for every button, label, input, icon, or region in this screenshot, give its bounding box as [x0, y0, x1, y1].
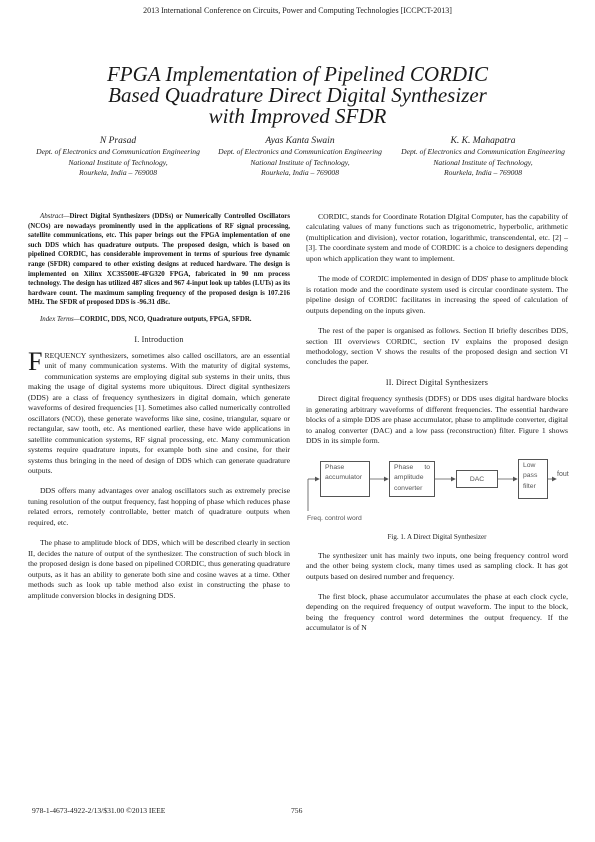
title-line-1: FPGA Implementation of Pipelined CORDIC: [106, 62, 489, 86]
cordic-paragraph-1: CORDIC, stands for Coordinate Rotation DIgital Computer, has the capability of calculating values of many functions such as trigonometric, hyperbolic, arithmetic (multiplication and division), vector rotation, logarithmic, transcendental, etc. [2] – [3]. The coordinate system and mode of CORDIC is a choice to designers depending upon which application they want to implement.: [306, 212, 568, 263]
footer-copyright: 978-1-4673-4922-2/13/$31.00 ©2013 IEEE: [32, 806, 166, 815]
author-location: Rourkela, India – 769008: [260, 168, 340, 177]
author-dept: Dept. of Electronics and Communication Engineering: [218, 147, 382, 156]
intro-paragraph-1: [28, 346, 290, 476]
dds-paragraph-1: Direct digital frequency synthesis (DDFS) or DDS uses digital hardware blocks in generating arbitrary waveforms of different frequencies. The essential hardware blocks of a simple DDS are phase accumulator, phase to amplitude converter, digital to analog converter (DAC) and a low pass (reconstruction) filter. Figure 1 shows DDS in its simple form.: [306, 394, 568, 446]
page-number: 756: [291, 806, 303, 815]
figure-caption: Fig. 1. A Direct Digital Synthesizer: [387, 532, 487, 541]
author-dept: Dept. of Electronics and Communication Engineering: [401, 147, 565, 156]
freq-control-word-label: Freq. control word: [307, 514, 362, 522]
author-location: Rourkela, India – 769008: [78, 168, 158, 177]
author-institute: National Institute of Technology,: [433, 157, 533, 167]
intro-paragraph-3: The phase to amplitude block of DDS, which will be described clearly in section II, decides the nature of output of the synthesizer. The construction of such block in the proposed design is done based on pipelined CORDIC, thus generating quadrature outputs, as it has an ability to generate both sine and cosine waves at a time. Other methods such as look up table method also exist in constructing the phase to amplitude conversion blocks in designing DDS.: [28, 538, 290, 600]
intro-paragraph-1-text: REQUENCY synthesizers, sometimes also called oscillators, are an essential unit of many communication systems. With the maturity of digital systems, communication systems are employing digital sub systems in their units, thus making the usage of digital systems more ubiquitous. Direct digital synthesizers (DDS) are a class of frequency synthesizers in digital domain, which generate waveforms of desired frequencies [1]. Sometimes also called numerically controlled oscillators (NCO), these generate waveforms like sine, cosine, triangular, square or rectangular, saw tooth, etc. As mentioned earlier, these have wide applications in satellite communication systems, RF signal processing, etc. Many communication systems require quadrature inputs, for example both sine and cosine, for their systems thus bringing in the need of design of DDS which can generate quadrature outputs.: [28, 350, 290, 475]
author-name: Ayas Kanta Swain: [265, 136, 335, 146]
phase-to-amplitude-block: Phase to amplitude converter: [389, 461, 435, 497]
author-institute: National Institute of Technology,: [68, 157, 168, 167]
dac-block: DAC: [456, 470, 498, 488]
abstract-text: Direct Digital Synthesizers (DDSs) or Numerically Controlled Oscillators (NCOs) are nowadays prominently used in the applications of RF signal processing, satellite communications, etc. This paper brings out the FPGA implementation of one such DDS which has quadrature outputs. The proposed design, which is based on pipelined CORDIC, has considerable improvement in terms of spurious free dynamic range (SFDR) compared to other existing designs at reduced hardware. The design is implemented on Xilinx XC3S500E-4FG320 FPGA, fabricated in 90 nm process technology. The design has utilized 487 slices and 967 4-input look up tables (LUTs) as its hardware count. The maximum sampling frequency of the proposed design is 107.216 MHz. The SFDR of proposed DDS is -96.31 dBc.: [28, 213, 290, 307]
phase-accumulator-block: Phase accumulator: [320, 461, 370, 497]
author-location: Rourkela, India – 769008: [443, 168, 523, 177]
section-heading-dds: II. Direct Digital Synthesizers: [385, 377, 489, 387]
index-terms: [28, 315, 290, 325]
output-frequency-label: fout: [557, 470, 569, 478]
dds-paragraph-3: The first block, phase accumulator accumulates the phase at each clock cycle, depending on the required frequency of output waveform. The input to the block, being the frequency control word determines the output frequency. If the accumulator is of N: [306, 591, 568, 633]
left-column: [28, 212, 290, 601]
abstract: [28, 212, 290, 308]
paper-title: [40, 64, 555, 127]
intro-paragraph-2: DDS offers many advantages over analog oscillators such as extremely precise tuning resolution of the output frequency, fast hopping of phase which reduces phase related errors, remotely controllable, better match of quadrature outputs when required, etc.: [28, 486, 290, 527]
author-block-3: [392, 136, 574, 179]
title-line-3: with Improved SFDR: [208, 104, 387, 128]
author-block-2: [210, 136, 390, 179]
section-heading-introduction: I. Introduction: [134, 334, 184, 344]
cordic-paragraph-2: The mode of CORDIC implemented in design of DDS' phase to amplitude block is rotation mode and the coordinate system used is circular coordinate system. The pipeline design of CORDIC facilitates in increasing the speed of calculation of outputs depending on the inputs given.: [306, 274, 568, 315]
conference-header: 2013 International Conference on Circuits, Power and Computing Technologies [ICCPCT-2013]: [143, 6, 452, 15]
right-column: [306, 212, 568, 634]
author-name: K. K. Mahapatra: [450, 136, 516, 146]
author-dept: Dept. of Electronics and Communication Engineering: [36, 147, 200, 156]
abstract-label: Abstract—: [40, 213, 70, 220]
index-terms-text: CORDIC, DDS, NCO, Quadrature outputs, FPGA, SFDR.: [79, 315, 252, 323]
dds-paragraph-2: The synthesizer unit has mainly two inputs, one being frequency control word and the other being system clock, many times used as sampling clock. It has got outputs based on desired number and frequency.: [306, 550, 568, 581]
author-block-1: [28, 136, 208, 179]
organisation-paragraph: The rest of the paper is organised as follows. Section II briefly describes DDS, section III overviews CORDIC, section IV explains the proposed design methodology, section V shows the results of the proposed design and section VI concludes the paper.: [306, 326, 568, 367]
figure-dds-block-diagram: [306, 457, 568, 541]
author-institute: National Institute of Technology,: [250, 157, 350, 167]
title-line-2: Based Quadrature Direct Digital Synthesizer: [108, 83, 487, 107]
drop-cap: F: [28, 346, 43, 376]
author-name: N Prasad: [99, 136, 137, 146]
low-pass-filter-block: Low pass filter: [518, 459, 548, 499]
index-terms-label: Index Terms—: [40, 315, 80, 323]
